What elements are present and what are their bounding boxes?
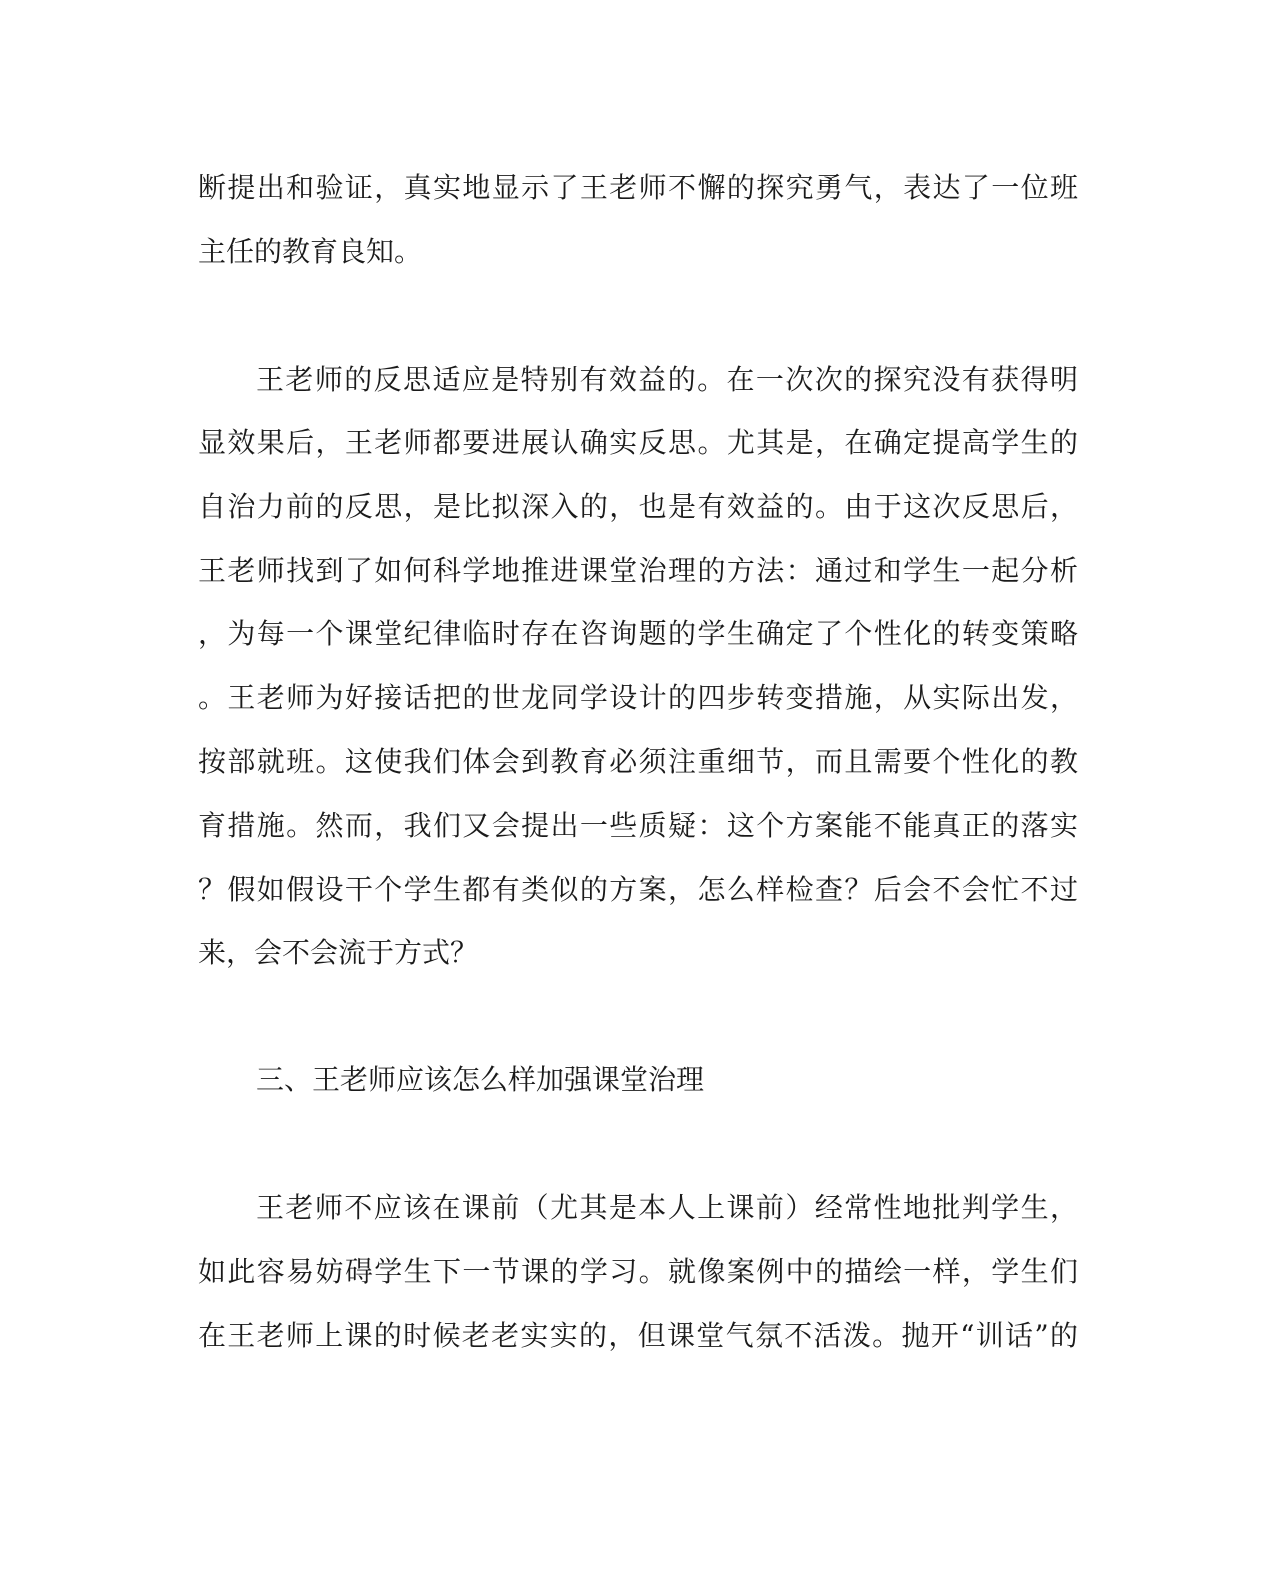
paragraph-line: 断提出和验证，真实地显示了王老师不懈的探究勇气，表达了一位班 [198,171,1078,204]
paragraph-line: ？假如假设干个学生都有类似的方案，怎么样检查？后会不会忙不过 [198,873,1078,906]
paragraph-line: 。王老师为好接话把的世龙同学设计的四步转变措施，从实际出发， [198,681,1078,714]
paragraph-line: 显效果后，王老师都要进展认确实反思。尤其是，在确定提高学生的 [198,426,1078,459]
paragraph-line: 王老师的反思适应是特别有效益的。在一次次的探究没有获得明 [256,363,1078,396]
paragraph-line: 王老师不应该在课前（尤其是本人上课前）经常性地批判学生， [256,1191,1078,1224]
paragraph-line: ，为每一个课堂纪律临时存在咨询题的学生确定了个性化的转变策略 [198,617,1078,650]
paragraph-line: 自治力前的反思，是比拟深入的，也是有效益的。由于这次反思后， [198,490,1078,523]
paragraph-line: 育措施。然而，我们又会提出一些质疑：这个方案能不能真正的落实 [198,809,1078,842]
paragraph-line: 来，会不会流于方式？ [198,936,479,969]
paragraph-line: 在王老师上课的时候老老实实的，但课堂气氛不活泼。抛开“训话”的 [198,1319,1078,1352]
paragraph-line: 王老师找到了如何科学地推进课堂治理的方法：通过和学生一起分析 [198,554,1078,587]
paragraph-line: 按部就班。这使我们体会到教育必须注重细节，而且需要个性化的教 [198,745,1078,778]
section-heading: 三、王老师应该怎么样加强课堂治理 [256,1063,705,1096]
paragraph-line: 如此容易妨碍学生下一节课的学习。就像案例中的描绘一样，学生们 [198,1255,1078,1288]
paragraph-line: 主任的教育良知。 [198,235,423,268]
